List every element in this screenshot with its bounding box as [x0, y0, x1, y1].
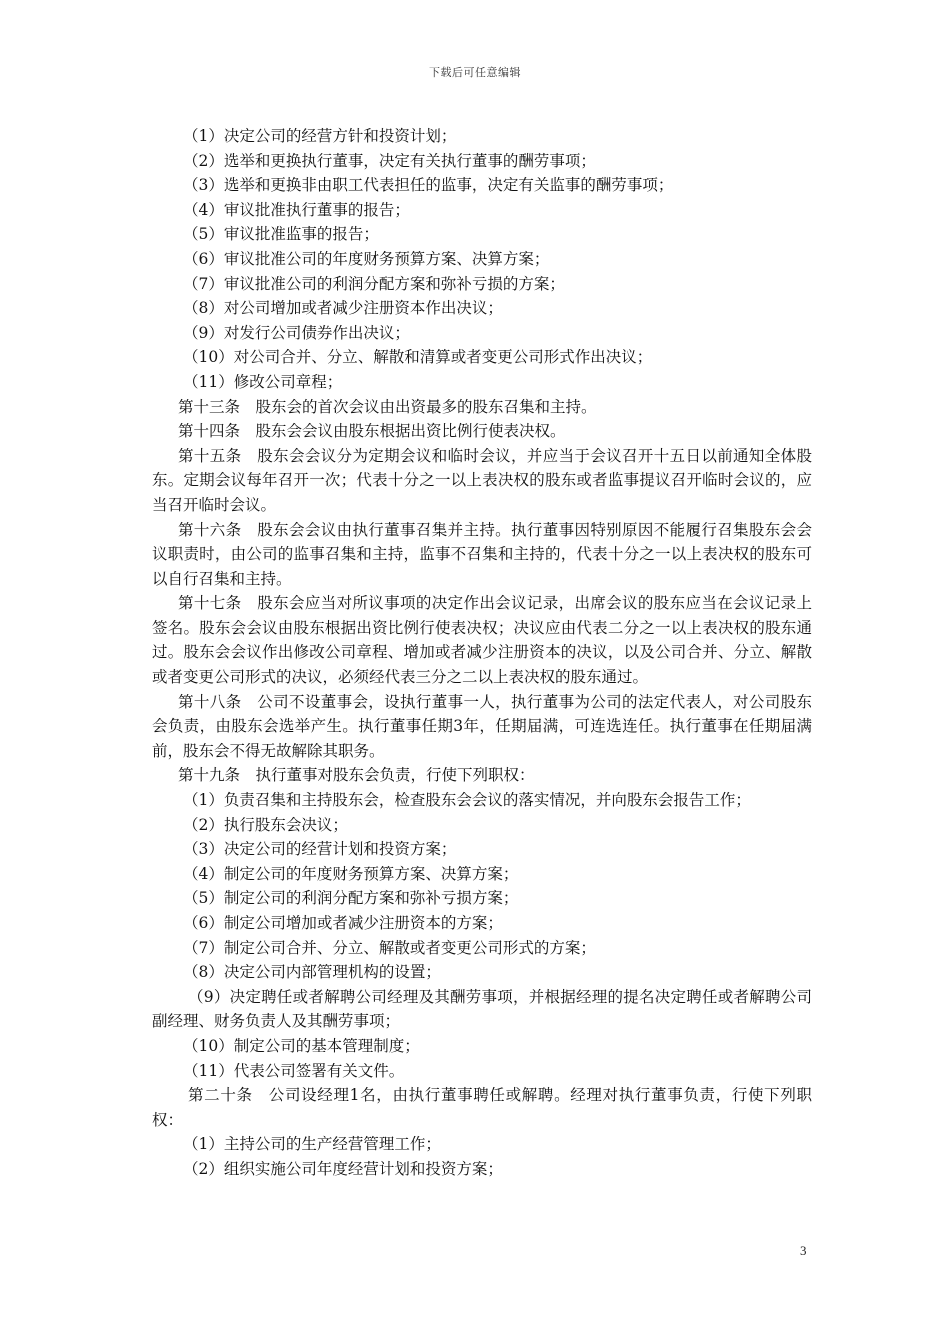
list-item: （7）制定公司合并、分立、解散或者变更公司形式的方案；	[183, 938, 596, 957]
article-14: 第十四条 股东会会议由股东根据出资比例行使表决权。	[178, 422, 566, 441]
document-body	[152, 124, 812, 1182]
list-item: （5）审议批准监事的报告；	[183, 225, 379, 244]
list-item: （5）制定公司的利润分配方案和弥补亏损方案；	[183, 889, 519, 908]
list-item: （1）主持公司的生产经营管理工作；	[183, 1135, 441, 1154]
page-header-watermark: 下载后可任意编辑	[429, 66, 521, 79]
list-item: （6）审议批准公司的年度财务预算方案、决算方案；	[183, 249, 550, 268]
article-13: 第十三条 股东会的首次会议由出资最多的股东召集和主持。	[178, 397, 597, 416]
article-17: 第十七条 股东会应当对所议事项的决定作出会议记录，出席会议的股东应当在会议记录上签名。股东会会议由股东根据出资比例行使表决权；决议应由代表二分之一以上表决权的股东通过。股东会会议作出修改公司章程、增加或者减少注册资本的决议，以及公司合并、分立、解散或者变更公司形式的决议，必须经代表三分之二以上表决权的股东通过。	[152, 594, 812, 687]
list-item: （2）选举和更换执行董事，决定有关执行董事的酬劳事项；	[183, 151, 596, 170]
list-item: （1）决定公司的经营方针和投资计划；	[183, 127, 457, 145]
article-15: 第十五条 股东会会议分为定期会议和临时会议，并应当于会议召开十五日以前通知全体股东。定期会议每年召开一次；代表十分之一以上表决权的股东或者监事提议召开临时会议的，应当召开临时会议。	[152, 446, 812, 514]
list-item: （2）组织实施公司年度经营计划和投资方案；	[183, 1159, 503, 1178]
list-item: （10）对公司合并、分立、解散和清算或者变更公司形式作出决议；	[183, 348, 653, 367]
list-item: （11）代表公司签署有关文件。	[183, 1061, 405, 1080]
article-19: 第十九条 执行董事对股东会负责，行使下列职权：	[178, 766, 535, 785]
list-item: （6）制定公司增加或者减少注册资本的方案；	[183, 914, 503, 932]
list-item: （3）决定公司的经营计划和投资方案；	[183, 840, 457, 859]
list-item: （7）审议批准公司的利润分配方案和弥补亏损的方案；	[183, 274, 565, 293]
list-item: （10）制定公司的基本管理制度；	[183, 1036, 420, 1055]
list-item: （8）对公司增加或者减少注册资本作出决议；	[183, 299, 503, 318]
list-item: （8）决定公司内部管理机构的设置；	[183, 963, 441, 982]
article-16: 第十六条 股东会会议由执行董事召集并主持。执行董事因特别原因不能履行召集股东会会议职责时，由公司的监事召集和主持，监事不召集和主持的，代表十分之一以上表决权的股东可以自行召集和主持。	[152, 520, 812, 588]
list-item: （4）审议批准执行董事的报告；	[183, 200, 410, 219]
list-item: （4）制定公司的年度财务预算方案、决算方案；	[183, 864, 519, 883]
list-item: （1）负责召集和主持股东会，检查股东会会议的落实情况，并向股东会报告工作；	[183, 791, 751, 810]
article-18: 第十八条 公司不设董事会，设执行董事一人，执行董事为公司的法定代表人，对公司股东会负责，由股东会选举产生。执行董事任期3年，任期届满，可连选连任。执行董事在任期届满前，股东会不得无故解除其职务。	[152, 692, 812, 760]
article-20: 第二十条 公司设经理1名，由执行董事聘任或解聘。经理对执行董事负责，行使下列职权：	[152, 1086, 812, 1129]
list-item: （9）对发行公司债券作出决议；	[183, 323, 410, 342]
list-item: （2）执行股东会决议；	[183, 815, 348, 834]
list-item: （9）决定聘任或者解聘公司经理及其酬劳事项，并根据经理的提名决定聘任或者解聘公司副经理、财务负责人及其酬劳事项；	[152, 987, 812, 1031]
list-item: （3）选举和更换非由职工代表担任的监事，决定有关监事的酬劳事项；	[183, 176, 674, 195]
page-number: 3	[800, 1243, 807, 1258]
list-item: （11）修改公司章程；	[183, 372, 343, 391]
